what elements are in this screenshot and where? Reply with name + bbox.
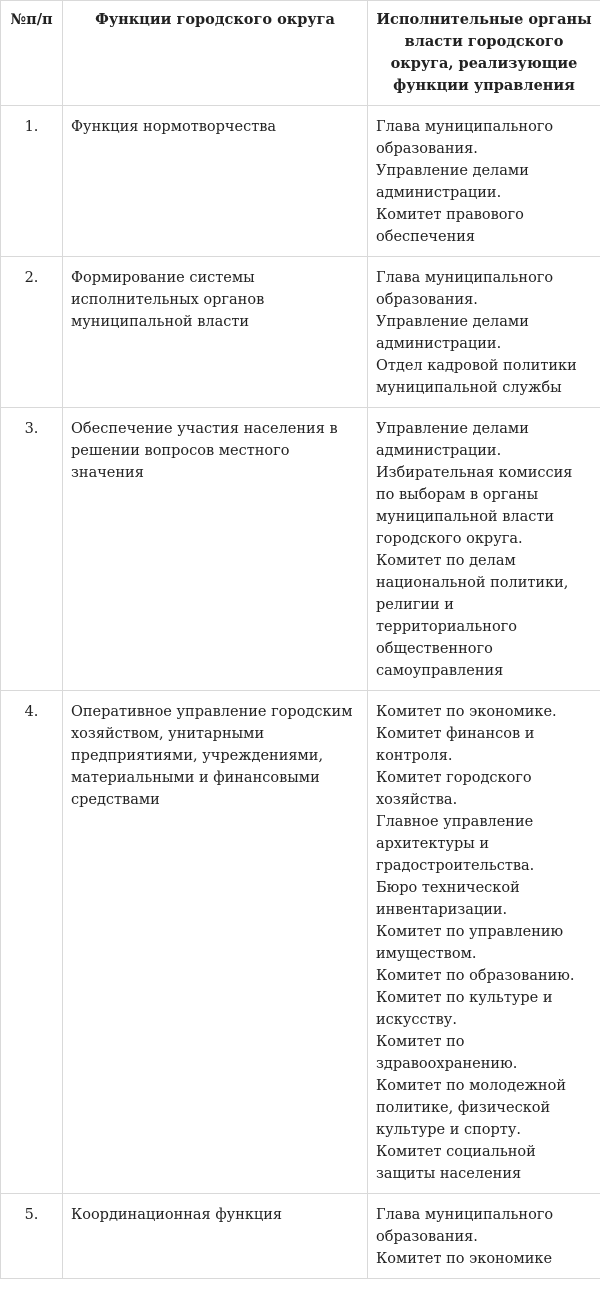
row-function: Формирование системы исполнительных органов муниципальной власти bbox=[63, 257, 368, 408]
organ-item: Комитет по управлению имуществом. bbox=[376, 924, 564, 962]
organ-item: Комитет по делам национальной политики, религии и территориального общественного самоуправления bbox=[376, 553, 569, 679]
row-organs bbox=[368, 691, 600, 1194]
organ-item: Комитет по экономике. bbox=[376, 704, 557, 720]
organ-item: Управление делами администрации. bbox=[376, 421, 529, 459]
row-function: Обеспечение участия населения в решении вопросов местного значения bbox=[63, 408, 368, 691]
row-number: 1. bbox=[1, 106, 63, 257]
header-function: Функции городского округа bbox=[63, 1, 368, 106]
organ-item: Избирательная комиссия по выборам в органы муниципальной власти городского округа. bbox=[376, 465, 573, 547]
organ-item: Глава муниципального образования. bbox=[376, 1207, 554, 1245]
row-organs bbox=[368, 106, 600, 257]
organ-item: Комитет по образованию. bbox=[376, 968, 575, 984]
table-row bbox=[1, 257, 600, 408]
row-organs bbox=[368, 257, 600, 408]
organ-item: Комитет по культуре и искусству. bbox=[376, 990, 553, 1028]
row-function: Функция нормотворчества bbox=[63, 106, 368, 257]
row-function: Оперативное управление городским хозяйством, унитарными предприятиями, учреждениями, материальными и финансовыми средствами bbox=[63, 691, 368, 1194]
row-organs bbox=[368, 408, 600, 691]
header-organs: Исполнительные органы власти городского округа, реализующие функции управления bbox=[368, 1, 600, 106]
organ-item: Комитет городского хозяйства. bbox=[376, 770, 532, 808]
row-number: 2. bbox=[1, 257, 63, 408]
organ-item: Главное управление архитектуры и градостроительства. bbox=[376, 814, 535, 874]
row-organs bbox=[368, 1194, 600, 1279]
organ-item: Комитет финансов и контроля. bbox=[376, 726, 535, 764]
organ-item: Глава муниципального образования. bbox=[376, 119, 554, 157]
organ-item: Бюро технической инвентаризации. bbox=[376, 880, 520, 918]
table-row bbox=[1, 1194, 600, 1279]
header-number: №п/п bbox=[1, 1, 63, 106]
row-number: 5. bbox=[1, 1194, 63, 1279]
row-number: 3. bbox=[1, 408, 63, 691]
table-row bbox=[1, 106, 600, 257]
row-function: Координационная функция bbox=[63, 1194, 368, 1279]
organ-item: Комитет по молодежной политике, физической культуре и спорту. bbox=[376, 1078, 566, 1138]
table-row bbox=[1, 691, 600, 1194]
organ-item: Комитет правового обеспечения bbox=[376, 207, 524, 245]
organ-item: Комитет социальной защиты населения bbox=[376, 1144, 536, 1182]
organ-item: Комитет по экономике bbox=[376, 1251, 553, 1267]
table-header-row bbox=[1, 1, 600, 106]
organ-item: Комитет по здравоохранению. bbox=[376, 1034, 518, 1072]
organ-item: Глава муниципального образования. bbox=[376, 270, 554, 308]
table-row bbox=[1, 408, 600, 691]
organ-item: Отдел кадровой политики муниципальной службы bbox=[376, 358, 577, 396]
organ-item: Управление делами администрации. bbox=[376, 163, 529, 201]
organ-item: Управление делами администрации. bbox=[376, 314, 529, 352]
row-number: 4. bbox=[1, 691, 63, 1194]
